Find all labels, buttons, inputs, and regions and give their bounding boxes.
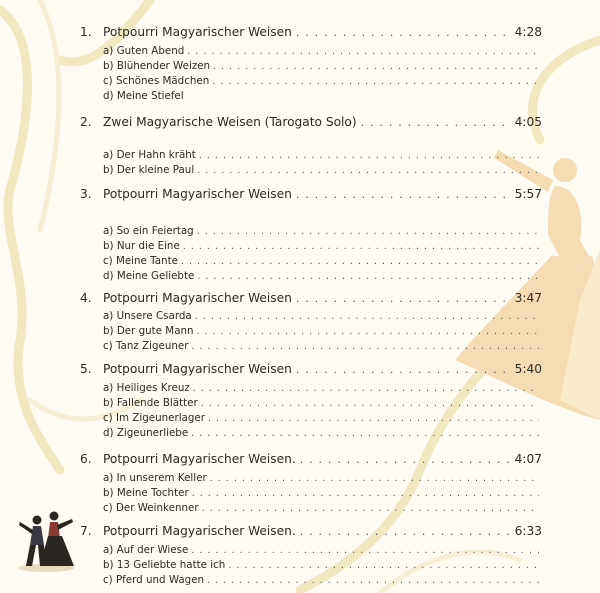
track-heading [80, 289, 542, 307]
track-number: 2. [80, 115, 92, 129]
track-title: Zwei Magyarische Weisen (Tarogato Solo) [103, 115, 357, 129]
track-heading [80, 450, 542, 468]
track-part: a) So ein Feiertag . . . [103, 224, 539, 239]
track-part: c) Im Zigeunerlager . . . [103, 411, 539, 426]
track-part: a) Guten Abend . . . [103, 44, 539, 59]
track-heading [80, 185, 542, 203]
dot-leader [296, 361, 511, 379]
track-number: 5. [80, 362, 92, 376]
track-number: 4. [80, 291, 92, 305]
track-number: 7. [80, 524, 92, 538]
track-part: b) Der kleine Paul . . . [103, 163, 539, 178]
track-part: d) Meine Geliebte . . . [103, 269, 539, 284]
track-title: Potpourri Magyarischer Weisen. [103, 452, 296, 466]
track-number: 3. [80, 187, 92, 201]
track-title: Potpourri Magyarischer Weisen [103, 187, 292, 201]
dot-leader [296, 290, 511, 308]
track-part: c) Schönes Mädchen . . . [103, 74, 539, 89]
track-part: d) Meine Stiefel [103, 90, 184, 102]
track-duration: 5:57 [514, 187, 542, 201]
track-part: c) Tanz Zigeuner . . . [103, 339, 539, 354]
track-part: b) Blühender Weizen . . . [103, 59, 539, 74]
track-title: Potpourri Magyarischer Weisen [103, 25, 292, 39]
track-part: c) Pferd und Wagen . . . [103, 573, 539, 588]
track-part: c) Der Weinkenner . . . [103, 501, 539, 516]
track-part: a) Unsere Csarda . . . [103, 309, 539, 324]
track-part: a) Heiliges Kreuz . . . [103, 381, 539, 396]
dot-leader [300, 523, 511, 541]
track-part: b) Nur die Eine . . . [103, 239, 539, 254]
track-heading [80, 522, 542, 540]
track-heading [80, 360, 542, 378]
track-duration: 4:05 [514, 115, 542, 129]
track-number: 1. [80, 25, 92, 39]
track-heading [80, 23, 542, 41]
track-part: d) Zigeunerliebe . . . [103, 426, 539, 441]
track-part: b) 13 Geliebte hatte ich . . . [103, 558, 539, 573]
track-title: Potpourri Magyarischer Weisen [103, 291, 292, 305]
dot-leader [300, 451, 511, 469]
track-heading [80, 113, 542, 131]
track-duration: 6:33 [514, 524, 542, 538]
track-number: 6. [80, 452, 92, 466]
track-title: Potpourri Magyarischer Weisen [103, 362, 292, 376]
track-title: Potpourri Magyarischer Weisen. [103, 524, 296, 538]
dot-leader [361, 114, 511, 132]
track-part: a) In unserem Keller . . . [103, 471, 539, 486]
dot-leader [296, 24, 511, 42]
track-duration: 4:07 [514, 452, 542, 466]
dot-leader [296, 186, 511, 204]
track-part: a) Der Hahn kräht . . . [103, 148, 539, 163]
track-part: a) Auf der Wiese . . . [103, 543, 539, 558]
track-part: b) Fallende Blätter . . . [103, 396, 539, 411]
track-duration: 3:47 [514, 291, 542, 305]
track-duration: 4:28 [514, 25, 542, 39]
track-duration: 5:40 [514, 362, 542, 376]
track-part: b) Meine Tochter . . . [103, 486, 539, 501]
track-part: c) Meine Tante . . . [103, 254, 539, 269]
track-part: b) Der gute Mann . . . [103, 324, 539, 339]
